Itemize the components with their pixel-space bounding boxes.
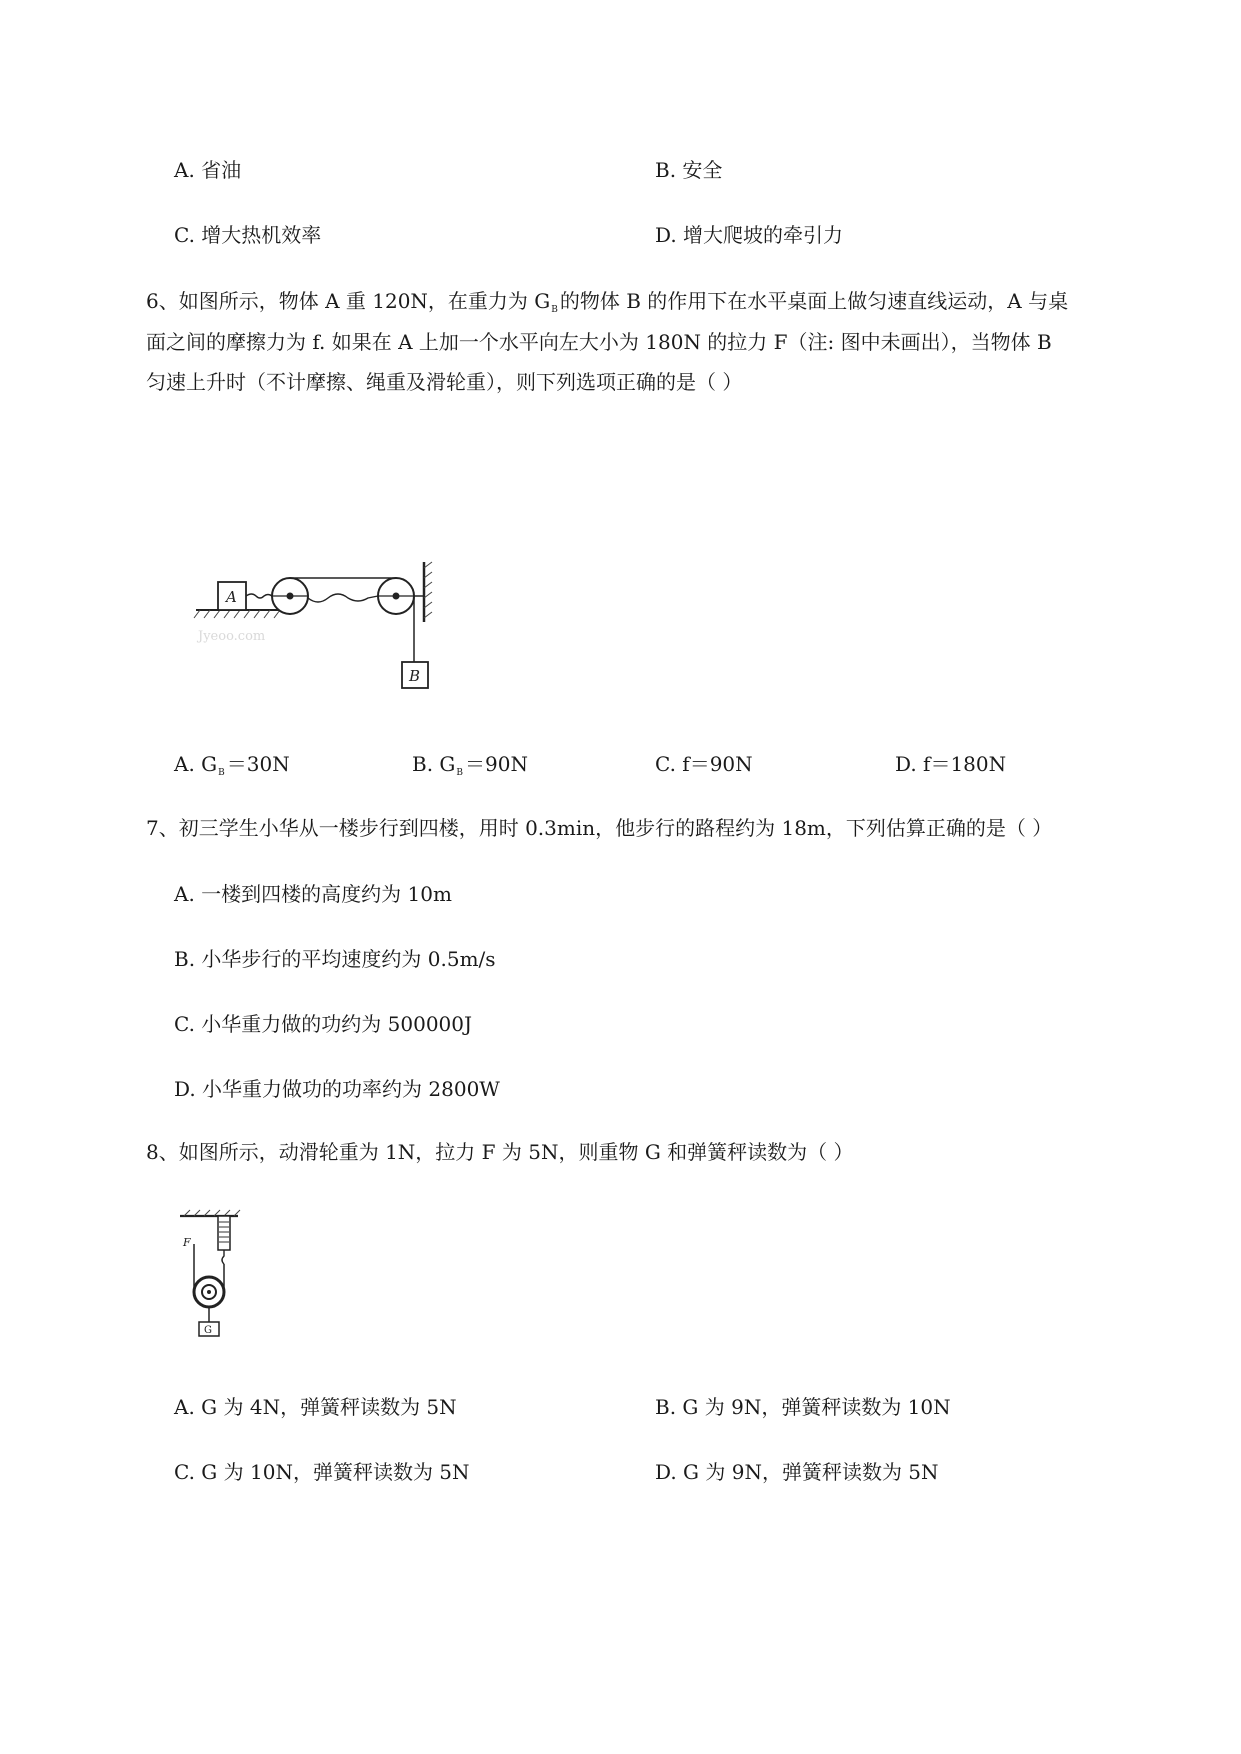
q8-option-c: C. G 为 10N，弹簧秤读数为 5N (174, 1460, 470, 1484)
q7-stem: 7、初三学生小华从一楼步行到四楼，用时 0.3min，他步行的路程约为 18m，下列估算正确的是（ ） (146, 816, 1053, 840)
q6-line1-post: 的物体 B 的作用下在水平桌面上做匀速直线运动，A 与桌 (559, 289, 1069, 313)
q5-option-b: B. 安全 (655, 158, 723, 182)
q6-option-a-pre: A. G (174, 752, 218, 776)
q8-option-d: D. G 为 9N，弹簧秤读数为 5N (655, 1460, 939, 1484)
q6-line1-pre: 6、如图所示，物体 A 重 120N，在重力为 G (146, 289, 551, 313)
q6-option-d: D. f＝180N (895, 752, 1007, 776)
q8-option-b: B. G 为 9N，弹簧秤读数为 10N (655, 1395, 951, 1419)
q6-option-a (174, 752, 290, 781)
q6-rope-a (246, 594, 272, 598)
q6-option-b (412, 752, 528, 781)
q8-spring-scale (218, 1216, 230, 1250)
q6-option-b-post: ＝90N (465, 752, 528, 776)
q7-option-a: A. 一楼到四楼的高度约为 10m (174, 882, 452, 906)
q8-option-a: A. G 为 4N，弹簧秤读数为 5N (174, 1395, 457, 1419)
q5-option-d: D. 增大爬坡的牵引力 (655, 223, 844, 247)
q5-option-a: A. 省油 (174, 158, 242, 182)
q5-option-c: C. 增大热机效率 (174, 223, 322, 247)
q6-line1-subscript: B (551, 305, 558, 315)
q8-pulley-figure (172, 1200, 252, 1350)
q8-label-f: F (183, 1236, 191, 1249)
q6-stem-line1 (146, 289, 1068, 318)
q6-option-c: C. f＝90N (655, 752, 753, 776)
q8-label-g: G (204, 1325, 212, 1336)
q6-watermark: Jyeoo.com (198, 629, 266, 644)
q6-option-a-subscript: B (218, 768, 225, 778)
q6-option-b-pre: B. G (412, 752, 456, 776)
q6-label-a: A (226, 588, 237, 606)
q7-option-b: B. 小华步行的平均速度约为 0.5m/s (174, 947, 496, 971)
q6-pulley-figure (190, 560, 450, 695)
q7-option-c: C. 小华重力做的功约为 500000J (174, 1012, 473, 1036)
q7-option-d: D. 小华重力做功的功率约为 2800W (174, 1077, 500, 1101)
q6-stem-line3: 匀速上升时（不计摩擦、绳重及滑轮重），则下列选项正确的是（ ） (146, 370, 743, 394)
q6-option-b-subscript: B (456, 768, 464, 778)
q6-stem-line2: 面之间的摩擦力为 f. 如果在 A 上加一个水平向左大小为 180N 的拉力 F（注: 图中未画出），当物体 B (146, 330, 1052, 354)
q6-label-b: B (409, 667, 421, 685)
q6-option-a-post: ＝30N (226, 752, 290, 776)
q6-table-hatching (194, 610, 280, 618)
q8-stem: 8、如图所示，动滑轮重为 1N，拉力 F 为 5N，则重物 G 和弹簧秤读数为（ ） (146, 1140, 854, 1164)
